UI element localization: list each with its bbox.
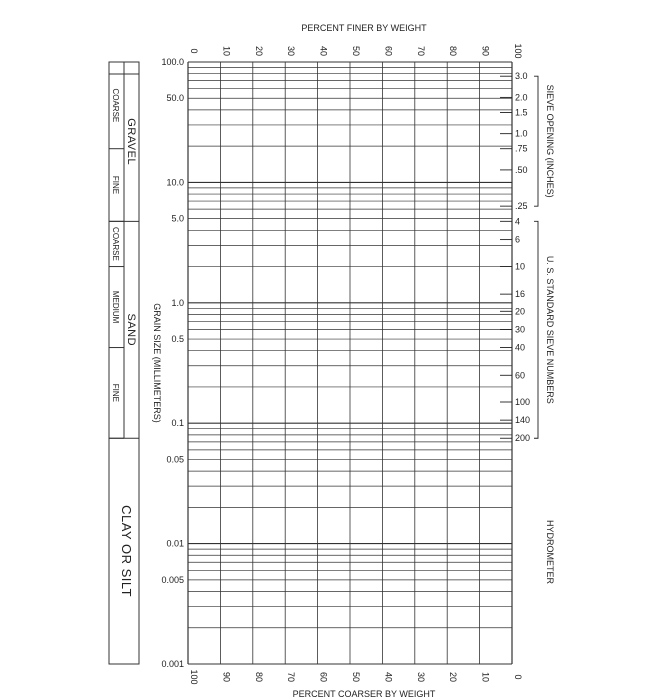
bottom-tick-label: 10 xyxy=(480,671,491,683)
sieve-opening-title: SIEVE OPENING (INCHES) xyxy=(545,84,555,198)
top-tick-label: 80 xyxy=(448,45,459,57)
top-tick-label: 100 xyxy=(513,43,523,59)
grain-size-tick-label: 0.1 xyxy=(171,418,184,429)
classification-group-label: CLAY OR SILT xyxy=(119,505,134,598)
sieve-label: 30 xyxy=(515,324,526,335)
grain-size-tick-label: 5.0 xyxy=(171,213,184,224)
sieve-label: 3.0 xyxy=(515,71,528,82)
bottom-tick-label: 0 xyxy=(513,674,523,680)
sieve-label: 40 xyxy=(515,342,526,353)
sieve-numbers-bracket xyxy=(534,221,538,438)
sieve-label: 200 xyxy=(515,433,531,444)
sieve-label: 100 xyxy=(515,396,531,407)
sieve-opening-bracket xyxy=(534,76,538,206)
grain-size-tick-label: 1.0 xyxy=(171,297,184,308)
top-tick-label: 20 xyxy=(253,45,264,57)
sieve-label: 4 xyxy=(515,216,521,227)
chart-grid xyxy=(161,43,526,685)
classification-sub-label: COARSE xyxy=(111,227,120,261)
grain-size-tick-label: 0.001 xyxy=(161,659,184,669)
sieve-numbers-title: U. S. STANDARD SIEVE NUMBERS xyxy=(545,255,555,404)
classification-sub-label: MEDIUM xyxy=(111,290,120,324)
top-tick-label: 40 xyxy=(318,45,329,57)
bottom-tick-label: 50 xyxy=(351,671,361,683)
top-tick-label: 70 xyxy=(415,45,426,57)
grain-size-tick-label: 0.01 xyxy=(166,538,184,549)
bottom-axis-title: PERCENT COARSER BY WEIGHT xyxy=(292,689,436,699)
top-tick-label: 90 xyxy=(480,45,491,57)
bottom-tick-label: 70 xyxy=(286,671,297,683)
sieve-label: 20 xyxy=(515,306,526,317)
classification-sub-label: FINE xyxy=(111,175,120,195)
grain-size-tick-label: 100.0 xyxy=(161,57,184,67)
top-axis-title: PERCENT FINER BY WEIGHT xyxy=(301,23,427,33)
hydrometer-label: HYDROMETER xyxy=(545,519,555,585)
classification-sub-label: COARSE xyxy=(111,88,120,123)
bottom-tick-label: 30 xyxy=(415,671,426,683)
sieve-label: .50 xyxy=(515,164,528,175)
top-tick-label: 60 xyxy=(383,45,394,57)
bottom-tick-label: 100 xyxy=(189,669,199,685)
axis-labels xyxy=(152,23,555,699)
soil-classification-column xyxy=(109,62,139,664)
sieve-label: 10 xyxy=(515,261,526,272)
grain-size-tick-label: 0.5 xyxy=(171,334,184,345)
grain-size-tick-label: 50.0 xyxy=(166,93,184,104)
sieve-label: 1.0 xyxy=(515,128,528,139)
bottom-tick-label: 90 xyxy=(221,671,232,683)
sieve-scales xyxy=(500,71,538,443)
top-tick-label: 0 xyxy=(189,48,199,54)
sieve-label: .75 xyxy=(515,143,528,154)
sieve-label: 60 xyxy=(515,370,526,381)
classification-group-label: GRAVEL xyxy=(125,118,137,166)
sieve-label: .25 xyxy=(515,201,528,212)
bottom-tick-label: 80 xyxy=(253,671,264,683)
grain-size-tick-label: 10.0 xyxy=(166,177,184,188)
grain-size-tick-label: 0.005 xyxy=(161,574,184,585)
top-tick-label: 10 xyxy=(221,45,232,57)
grain-size-tick-label: 0.05 xyxy=(166,454,184,465)
classification-sub-label: FINE xyxy=(111,383,120,403)
top-tick-label: 50 xyxy=(351,45,361,57)
sieve-label: 1.5 xyxy=(515,107,528,118)
top-tick-label: 30 xyxy=(286,45,297,57)
bottom-tick-label: 40 xyxy=(383,671,394,683)
sieve-label: 2.0 xyxy=(515,92,528,103)
sieve-label: 16 xyxy=(515,289,526,300)
sieve-label: 140 xyxy=(515,415,531,426)
sieve-label: 6 xyxy=(515,234,521,245)
bottom-tick-label: 60 xyxy=(318,671,329,683)
bottom-tick-label: 20 xyxy=(448,671,459,683)
y-axis-title: GRAIN SIZE (MILLIMETERS) xyxy=(152,303,162,423)
classification-group-label: SAND xyxy=(125,313,137,347)
